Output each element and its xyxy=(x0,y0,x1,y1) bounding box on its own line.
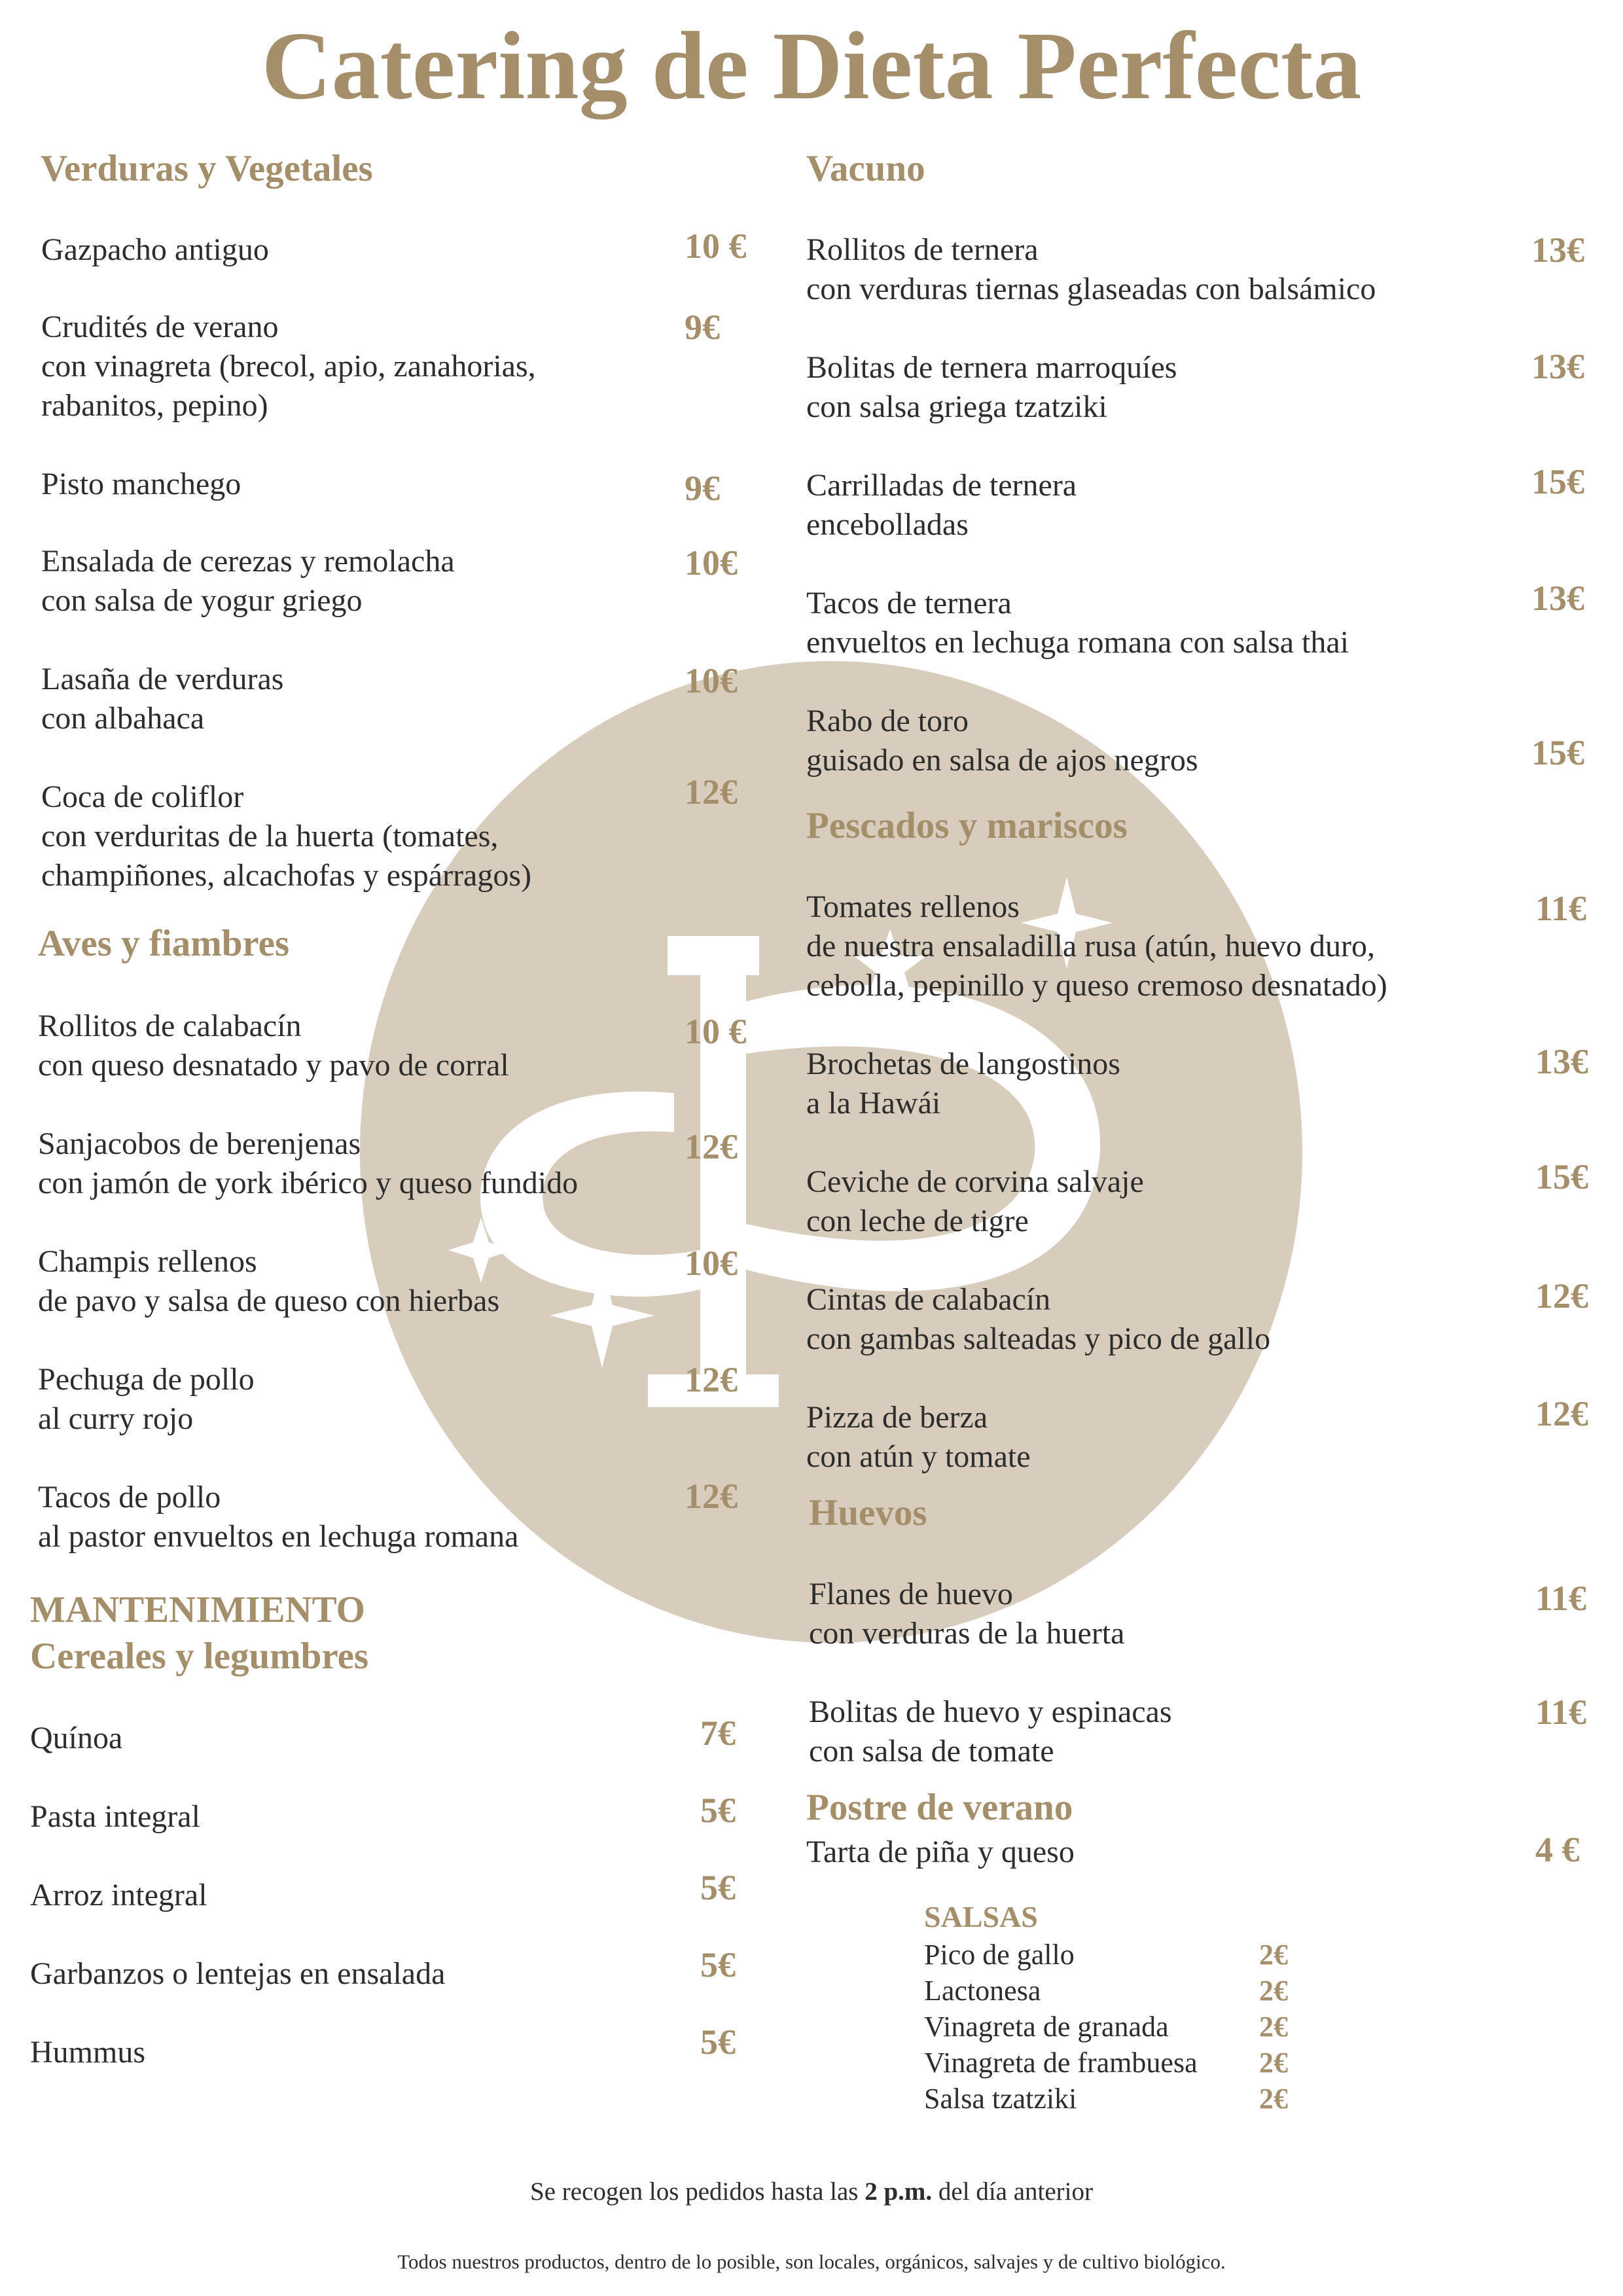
salsa-price: 2€ xyxy=(1259,2047,1288,2079)
section-title-postre: Postre de verano xyxy=(806,1787,1073,1828)
item-price: 15€ xyxy=(1531,462,1584,501)
item-price: 12€ xyxy=(685,1477,738,1516)
menu-item: Sanjacobos de berenjenas con jamón de york ibérico y queso fundido xyxy=(38,1126,579,1200)
item-price: 9€ xyxy=(685,308,720,347)
item-price: 10€ xyxy=(685,661,738,700)
item-price: 12€ xyxy=(685,1360,738,1399)
item-price: 11€ xyxy=(1535,889,1587,928)
menu-item: Rollitos de ternera con verduras tiernas glaseadas con balsámico xyxy=(806,232,1376,306)
item-price: 10 € xyxy=(685,226,747,266)
menu-item: Garbanzos o lentejas en ensalada xyxy=(30,1956,446,1991)
section-title-verduras: Verduras y Vegetales xyxy=(41,148,373,189)
menu-item: Tacos de ternera envueltos en lechuga romana con salsa thai xyxy=(806,586,1349,660)
item-price: 12€ xyxy=(1535,1276,1588,1316)
menu-item: Pechuga de pollo al curry rojo xyxy=(38,1362,255,1436)
menu-item: Brochetas de langostinos a la Hawái xyxy=(806,1047,1120,1121)
salsa-price: 2€ xyxy=(1259,2083,1288,2115)
menu-item: Ensalada de cerezas y remolacha con salsa de yogur griego xyxy=(41,544,455,618)
menu-item: Arroz integral xyxy=(30,1878,207,1912)
item-price: 10€ xyxy=(685,543,738,583)
menu-item: Bolitas de ternera marroquíes con salsa griega tzatziki xyxy=(806,350,1177,424)
salsa-price: 2€ xyxy=(1259,1975,1288,2007)
menu-item: Bolitas de huevo y espinacas con salsa de tomate xyxy=(809,1695,1172,1768)
salsa-item: Vinagreta de granada xyxy=(924,2011,1169,2043)
item-price: 13€ xyxy=(1531,579,1584,618)
menu-item: Rabo de toro guisado en salsa de ajos negros xyxy=(806,704,1198,778)
item-price: 5€ xyxy=(700,1791,736,1830)
menu-item: Quínoa xyxy=(30,1721,123,1755)
menu-item: Pisto manchego xyxy=(41,467,241,501)
item-price: 12€ xyxy=(685,772,738,812)
menu-item: Ceviche de corvina salvaje con leche de tigre xyxy=(806,1164,1144,1238)
item-price: 10€ xyxy=(685,1244,738,1283)
item-price: 4 € xyxy=(1535,1830,1580,1869)
item-price: 7€ xyxy=(700,1713,736,1753)
item-price: 5€ xyxy=(700,1868,736,1907)
menu-item: Cintas de calabacín con gambas salteadas y pico de gallo xyxy=(806,1282,1271,1356)
salsa-item: Lactonesa xyxy=(924,1975,1041,2007)
item-price: 12€ xyxy=(685,1127,738,1166)
salsa-item: Salsa tzatziki xyxy=(924,2083,1077,2115)
menu-item: Carrilladas de ternera encebolladas xyxy=(806,468,1077,542)
menu-item: Rollitos de calabacín con queso desnatado y pavo de corral xyxy=(38,1009,509,1083)
menu-item: Crudités de verano con vinagreta (brecol, apio, zanahorias, rabanitos, pepino) xyxy=(41,310,536,423)
menu-item: Hummus xyxy=(30,2035,146,2070)
menu-item: Tomates rellenos de nuestra ensaladilla rusa (atún, huevo duro, cebolla, pepinillo y queso cremoso desnatado) xyxy=(806,889,1387,1003)
item-price: 13€ xyxy=(1531,347,1584,386)
item-price: 9€ xyxy=(685,469,720,508)
item-price: 11€ xyxy=(1535,1693,1587,1732)
section-title-huevos: Huevos xyxy=(809,1492,927,1534)
salsa-item: Vinagreta de frambuesa xyxy=(924,2047,1198,2079)
item-price: 5€ xyxy=(700,2022,736,2062)
item-price: 15€ xyxy=(1535,1157,1588,1196)
item-price: 15€ xyxy=(1531,733,1584,772)
item-price: 5€ xyxy=(700,1945,736,1984)
menu-item: Gazpacho antiguo xyxy=(41,232,269,267)
salsa-price: 2€ xyxy=(1259,2011,1288,2043)
menu-item: Pizza de berza con atún y tomate xyxy=(806,1400,1031,1474)
section-title-vacuno: Vacuno xyxy=(806,148,925,189)
section-title-mantenimiento: MANTENIMIENTO Cereales y legumbres xyxy=(30,1589,369,1677)
menu-item: Coca de coliflor con verduritas de la huerta (tomates, champiñones, alcachofas y espárragos) xyxy=(41,780,532,893)
section-title-aves: Aves y fiambres xyxy=(38,923,290,964)
salsa-item: Pico de gallo xyxy=(924,1939,1075,1971)
salsa-price: 2€ xyxy=(1259,1939,1288,1971)
menu-item: Champis rellenos de pavo y salsa de queso con hierbas xyxy=(38,1244,500,1318)
disclaimer: Todos nuestros productos, dentro de lo posible, son locales, orgánicos, salvajes y de cultivo biológico. xyxy=(397,2250,1226,2273)
menu-item: Tarta de piña y queso xyxy=(806,1835,1075,1869)
section-title-salsas: SALSAS xyxy=(924,1900,1038,1933)
item-price: 10 € xyxy=(685,1012,747,1051)
item-price: 13€ xyxy=(1535,1042,1588,1081)
item-price: 13€ xyxy=(1531,230,1584,270)
item-price: 11€ xyxy=(1535,1579,1587,1618)
section-title-pescados: Pescados y mariscos xyxy=(806,805,1128,846)
menu-item: Lasaña de verduras con albahaca xyxy=(41,662,284,736)
item-price: 12€ xyxy=(1535,1394,1588,1433)
page-title: Catering de Dieta Perfecta xyxy=(261,12,1362,120)
menu-item: Tacos de pollo al pastor envueltos en lechuga romana xyxy=(38,1480,519,1554)
menu-item: Flanes de huevo con verduras de la huerta xyxy=(809,1577,1125,1651)
pickup-note: Se recogen los pedidos hasta las 2 p.m. del día anterior xyxy=(530,2178,1093,2206)
menu-item: Pasta integral xyxy=(30,1799,200,1834)
